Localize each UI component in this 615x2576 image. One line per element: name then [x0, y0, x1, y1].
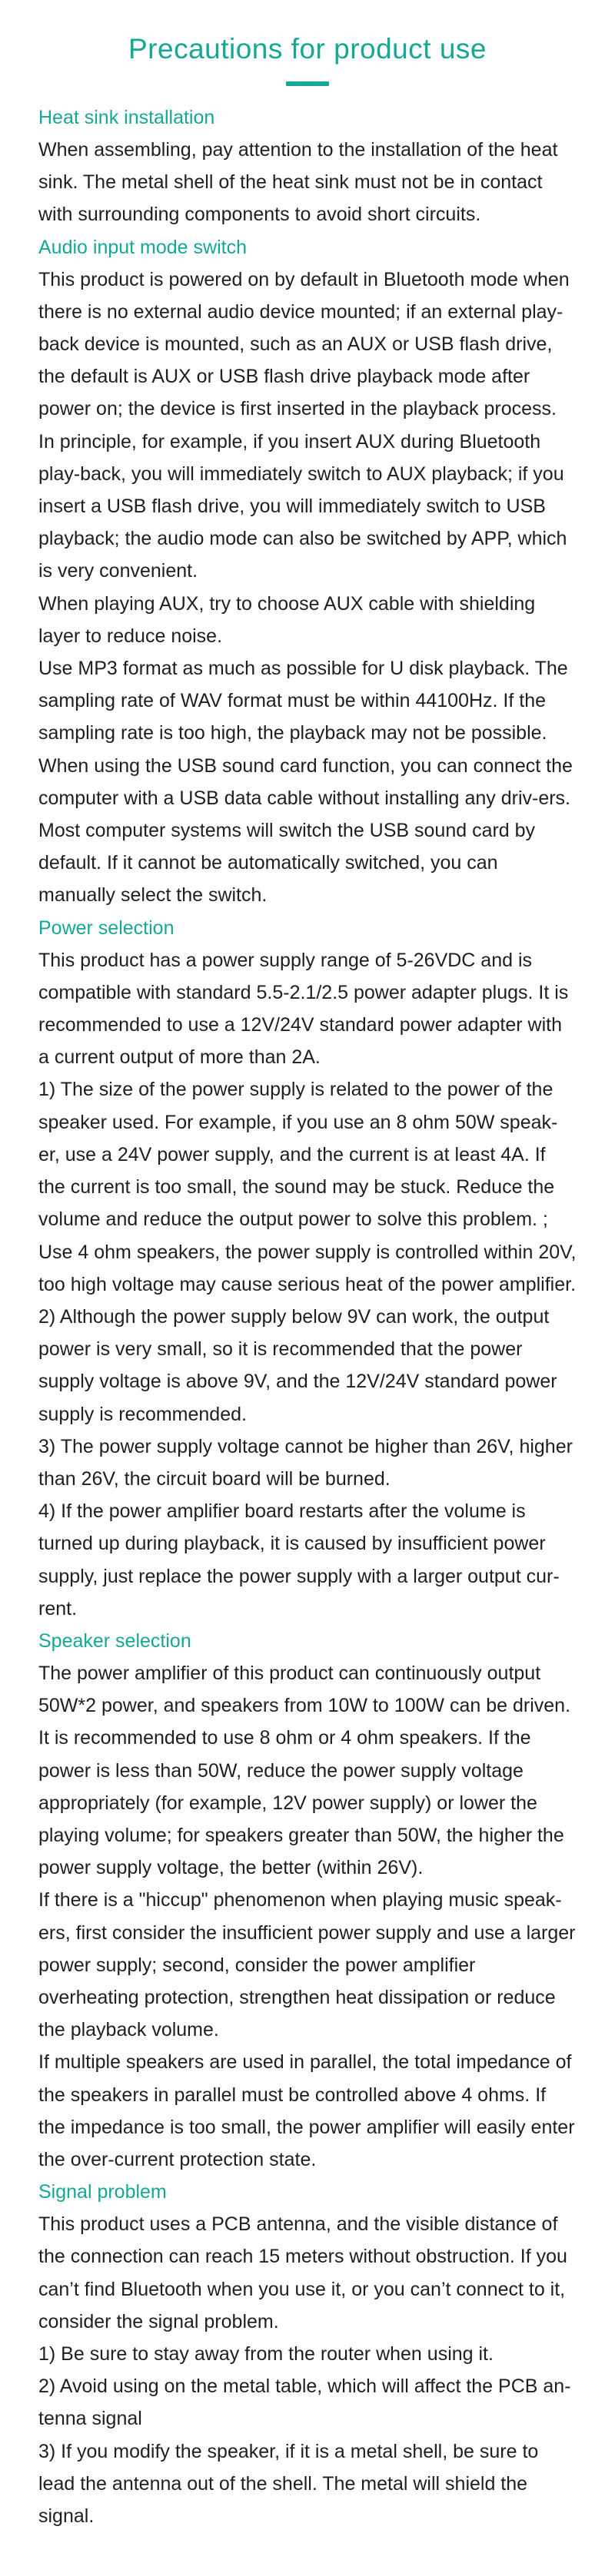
paragraph: The power amplifier of this product can continuously output 50W*2 power, and speakers from 10W to 100W can be driven. It is recommended to use 8 ohm or 4 ohm speakers. If the power is less than 50W, reduce the power supply voltage appropriately (for example, 12V power supply) or lower the playing volume; for speakers greater than 50W, the higher the power supply voltage, the better (within 26V). — [38, 1662, 571, 1879]
section-audio-input — [38, 231, 577, 912]
page-title: Precautions for product use — [128, 33, 487, 65]
paragraph: 2) Avoid using on the metal table, which will affect the PCB an-tenna signal — [38, 2375, 571, 2430]
paragraph: 2) Although the power supply below 9V can work, the output power is very small, so it is recommended that the power supply voltage is above 9V, and the 12V/24V standard power supply is recommended. — [38, 1305, 557, 1425]
paragraph: This product is powered on by default in Bluetooth mode when there is no external audio device mounted; if an external play-back device is mounted, such as an AUX or USB flash drive, the default is AUX or USB flash drive playback mode after power on; the device is first inserted in the playback process. In principle, for example, if you insert AUX during Bluetooth play-back, you will immediately switch to AUX playback; if you insert a USB flash drive, you will immediately switch to USB playback; the audio mode can also be switched by APP, which is very convenient. — [38, 268, 570, 582]
paragraph: 1) Be sure to stay away from the router when using it. — [38, 2343, 494, 2365]
section-speaker-selection — [38, 1625, 577, 2176]
title-underline — [286, 81, 329, 86]
paragraph: Use MP3 format as much as possible for U disk playback. The sampling rate of WAV format must be within 44100Hz. If the sampling rate is too high, the playback may not be possible. — [38, 658, 568, 744]
paragraph: If multiple speakers are used in parallel, the total impedance of the speakers in parallel must be controlled above 4 ohms. If the impedance is too small, the power amplifier will easily enter the over-current protection state. — [38, 2051, 575, 2170]
paragraph: If there is a "hiccup" phenomenon when playing music speak-ers, first consider the insufficient power supply and use a larger power supply; second, consider the power amplifier overheating protection, strengthen heat dissipation or reduce the playback volume. — [38, 1889, 576, 2041]
section-heading: Signal problem — [38, 2181, 167, 2203]
paragraph: This product uses a PCB antenna, and the visible distance of the connection can reach 15 meters without obstruction. If you can’t find Bluetooth when you use it, or you can’t connect to it, consider the signal problem. — [38, 2213, 567, 2332]
section-heading: Power selection — [38, 917, 175, 939]
paragraph: When assembling, pay attention to the installation of the heat sink. The metal shell of the heat sink must not be in contact with surrounding components to avoid short circuits. — [38, 139, 558, 226]
paragraph: 3) The power supply voltage cannot be higher than 26V, higher than 26V, the circuit board will be burned. — [38, 1435, 573, 1490]
section-signal-problem — [38, 2176, 577, 2532]
paragraph: 1) The size of the power supply is related to the power of the speaker used. For example, if you use an 8 ohm 50W speak-er, use a 24V power supply, and the current is at least 4A. If the current is too small, the sound may be stuck. Reduce the volume and reduce the output power to solve this problem. ; Use 4 ohm speakers, the power supply is controlled within 20V, too high voltage may cause serious heat of the power amplifier. — [38, 1079, 577, 1295]
paragraph: This product has a power supply range of 5-26VDC and is compatible with standard 5.5-2.1/2.5 power adapter plugs. It is recommended to use a 12V/24V standard power adapter with a current output of more than 2A. — [38, 949, 569, 1069]
section-heat-sink — [38, 101, 577, 231]
section-heading: Speaker selection — [38, 1629, 191, 1652]
section-heading: Audio input mode switch — [38, 236, 247, 258]
section-power-selection — [38, 912, 577, 1625]
paragraph: 4) If the power amplifier board restarts after the volume is turned up during playback, it is caused by insufficient power supply, just replace the power supply with a larger output cur-rent. — [38, 1500, 560, 1620]
paragraph: When using the USB sound card function, you can connect the computer with a USB data cable without installing any driv-ers. Most computer systems will switch the USB sound card by default. If it cannot be automatically switched, you can manually select the switch. — [38, 754, 573, 907]
section-heading: Heat sink installation — [38, 107, 215, 128]
paragraph: When playing AUX, try to choose AUX cable with shielding layer to reduce noise. — [38, 592, 536, 647]
paragraph: 3) If you modify the speaker, if it is a metal shell, be sure to lead the antenna out of the shell. The metal will shield the signal. — [38, 2440, 539, 2528]
